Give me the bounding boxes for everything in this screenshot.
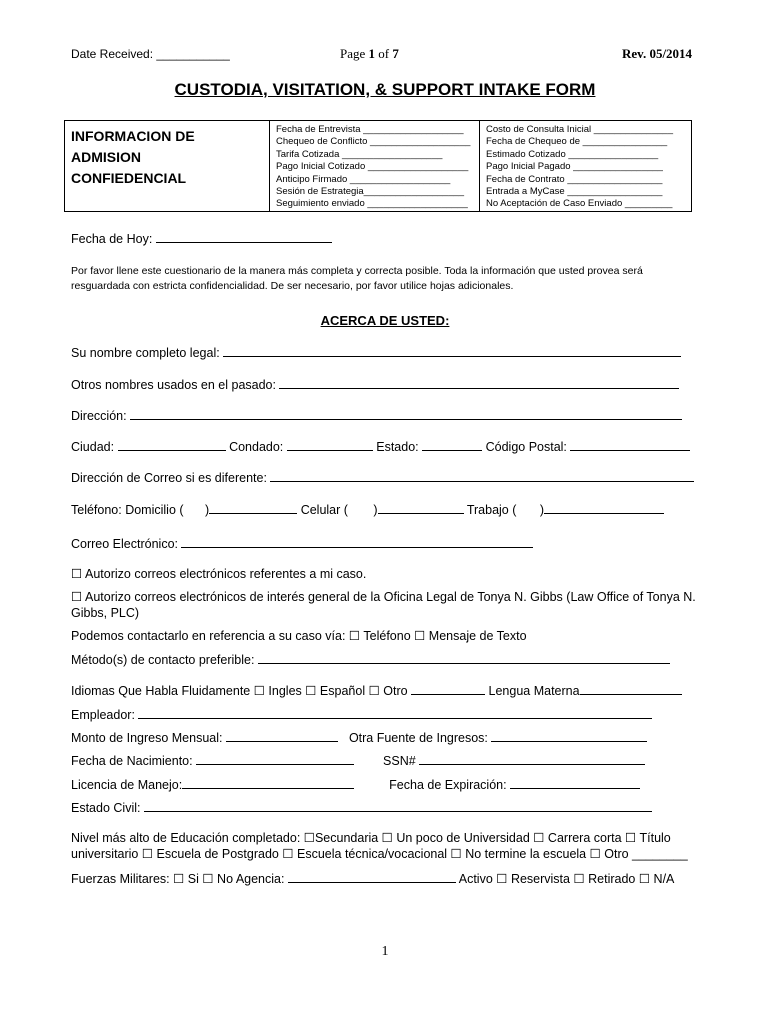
educacion-row[interactable]: Nivel más alto de Educación completado: ☐Secundaria ☐ Un poco de Universidad ☐ Carrera corta ☐ Título universitario ☐ Escuela de Postgrado ☐ Escuela técnica/vocacional ☐ No termine la escuela ☐ Otro ________ xyxy=(71,831,688,861)
fuerzas-row xyxy=(71,870,674,886)
otros-nombres-label: Otros nombres usados en el pasado: xyxy=(71,378,276,392)
codigo-postal-label: Código Postal: xyxy=(485,440,567,454)
estado-label: Estado: xyxy=(376,440,419,454)
revision-label: Rev. 05/2014 xyxy=(622,46,693,61)
fecha-hoy-row xyxy=(71,230,332,246)
estado-field[interactable] xyxy=(422,438,482,451)
otra-fuente-label: Otra Fuente de Ingresos: xyxy=(348,731,488,745)
contacto-via-row[interactable]: Podemos contactarlo en referencia a su caso vía: ☐ Teléfono ☐ Mensaje de Texto xyxy=(71,629,527,643)
office-field[interactable]: Seguimiento enviado ___________________ xyxy=(276,198,468,210)
empleador-label: Empleador: xyxy=(71,708,135,722)
lengua-materna-label: Lengua Materna xyxy=(488,684,580,698)
office-heading-line: CONFIEDENCIAL xyxy=(71,170,187,186)
paren-close: ) xyxy=(205,503,210,517)
expiracion-label: Fecha de Expiración: xyxy=(389,778,507,792)
page-total: 7 xyxy=(392,46,399,61)
intro-paragraph: Por favor llene este cuestionario de la manera más completa y correcta posible. Toda la información que usted provea será resguardada con estricta confidencialidad. De ser necesario, por favor utilice hojas adicionales. xyxy=(71,265,643,292)
office-heading-line: INFORMACION DE xyxy=(71,128,195,144)
direccion-row xyxy=(71,407,682,423)
estado-civil-row xyxy=(71,799,652,815)
licencia-row xyxy=(71,776,640,792)
office-field[interactable]: Pago Inicial Pagado _________________ xyxy=(486,161,663,173)
page-of: of xyxy=(378,46,390,61)
page-indicator xyxy=(340,46,399,62)
correo-diferente-row xyxy=(71,469,694,485)
office-field[interactable]: Fecha de Entrevista ___________________ xyxy=(276,124,464,135)
office-field[interactable]: Fecha de Chequeo de ________________ xyxy=(486,136,668,148)
office-field[interactable]: Anticipo Firmado ___________________ xyxy=(276,173,451,185)
empleador-row xyxy=(71,706,652,722)
lengua-materna-field[interactable] xyxy=(580,682,682,695)
office-field[interactable]: Sesión de Estrategia___________________ xyxy=(276,186,465,198)
office-field[interactable]: Entrada a MyCase __________________ xyxy=(486,186,663,198)
paren-close: ) xyxy=(539,503,545,517)
nombre-label: Su nombre completo legal: xyxy=(71,346,220,360)
office-column-1 xyxy=(270,121,480,211)
paren-close: ) xyxy=(373,503,378,517)
trabajo-label: Trabajo ( xyxy=(466,503,517,517)
idiomas-label[interactable]: Idiomas Que Habla Fluidamente ☐ Ingles ☐ Español ☐ Otro xyxy=(71,684,408,698)
autorizo-1-row[interactable]: ☐ Autorizo correos electrónicos referentes a mi caso. xyxy=(71,567,367,581)
section-title: ACERCA DE USTED: xyxy=(320,313,450,328)
autorizo-2-row[interactable]: ☐ Autorizo correos electrónicos de interés general de la Oficina Legal de Tonya N. Gibbs (Law Office of Tonya N. Gibbs, PLC) xyxy=(71,590,696,620)
telefono-label: Teléfono: Domicilio ( xyxy=(71,503,184,517)
telefono-domicilio-field[interactable] xyxy=(209,501,297,514)
otra-fuente-field[interactable] xyxy=(491,729,647,742)
trabajo-field[interactable] xyxy=(544,501,664,514)
office-field[interactable]: Costo de Consulta Inicial _______________ xyxy=(486,124,673,135)
office-field[interactable]: Pago Inicial Cotizado ___________________ xyxy=(276,161,469,173)
idiomas-row xyxy=(71,682,682,698)
form-title: CUSTODIA, VISITATION, & SUPPORT INTAKE FORM xyxy=(174,80,596,99)
correo-field[interactable] xyxy=(181,535,533,548)
metodo-field[interactable] xyxy=(258,651,670,664)
condado-field[interactable] xyxy=(287,438,373,451)
ingreso-row xyxy=(71,729,647,745)
fecha-hoy-field[interactable] xyxy=(156,230,332,243)
ingreso-label: Monto de Ingreso Mensual: xyxy=(71,731,223,745)
nacimiento-row xyxy=(71,752,645,768)
nacimiento-field[interactable] xyxy=(196,752,354,765)
correo-row xyxy=(71,535,533,551)
direccion-label: Dirección: xyxy=(71,409,127,423)
otros-nombres-field[interactable] xyxy=(279,376,679,389)
licencia-label: Licencia de Manejo: xyxy=(71,778,183,792)
fecha-hoy-label: Fecha de Hoy: xyxy=(71,232,153,246)
codigo-postal-field[interactable] xyxy=(570,438,690,451)
expiracion-field[interactable] xyxy=(510,776,640,789)
licencia-field[interactable] xyxy=(182,776,354,789)
metodo-row xyxy=(71,651,670,667)
office-use-box xyxy=(64,120,692,212)
agencia-field[interactable] xyxy=(288,870,456,883)
page-number: 1 xyxy=(381,944,389,959)
page-label: Page xyxy=(340,46,366,61)
ciudad-field[interactable] xyxy=(118,438,226,451)
otro-idioma-field[interactable] xyxy=(411,682,485,695)
direccion-field[interactable] xyxy=(130,407,682,420)
condado-label: Condado: xyxy=(229,440,284,454)
office-heading-line: ADMISION xyxy=(71,149,141,165)
date-received: Date Received: ___________ xyxy=(71,47,230,61)
ssn-label: SSN# xyxy=(383,754,416,768)
otros-nombres-row xyxy=(71,376,679,392)
office-field[interactable]: Chequeo de Conflicto ___________________ xyxy=(276,136,471,148)
ciudad-row xyxy=(71,438,690,454)
fuerzas-status[interactable]: Activo ☐ Reservista ☐ Retirado ☐ N/A xyxy=(458,872,675,886)
celular-label: Celular ( xyxy=(300,503,348,517)
office-field[interactable]: No Aceptación de Caso Enviado _________ xyxy=(486,198,673,210)
office-column-2 xyxy=(480,121,693,211)
metodo-label: Método(s) de contacto preferible: xyxy=(71,653,255,667)
office-heading xyxy=(65,121,270,211)
correo-diferente-field[interactable] xyxy=(270,469,694,482)
telefono-row xyxy=(71,501,664,517)
estado-civil-field[interactable] xyxy=(144,799,652,812)
correo-diferente-label: Dirección de Correo si es diferente: xyxy=(71,471,267,485)
correo-label: Correo Electrónico: xyxy=(71,537,178,551)
fuerzas-label[interactable]: Fuerzas Militares: ☐ Si ☐ No Agencia: xyxy=(71,872,285,886)
page-current: 1 xyxy=(368,46,376,61)
nombre-row xyxy=(71,344,681,360)
estado-civil-label: Estado Civil: xyxy=(71,801,141,815)
ciudad-label: Ciudad: xyxy=(71,440,115,454)
office-field[interactable]: Estimado Cotizado _________________ xyxy=(486,148,659,160)
nombre-field[interactable] xyxy=(223,344,681,357)
ssn-field[interactable] xyxy=(419,752,645,765)
office-field[interactable]: Fecha de Contrato __________________ xyxy=(486,173,663,185)
ingreso-field[interactable] xyxy=(226,729,338,742)
empleador-field[interactable] xyxy=(138,706,652,719)
celular-field[interactable] xyxy=(378,501,464,514)
nacimiento-label: Fecha de Nacimiento: xyxy=(71,754,193,768)
office-field[interactable]: Tarifa Cotizada ___________________ xyxy=(276,148,443,160)
